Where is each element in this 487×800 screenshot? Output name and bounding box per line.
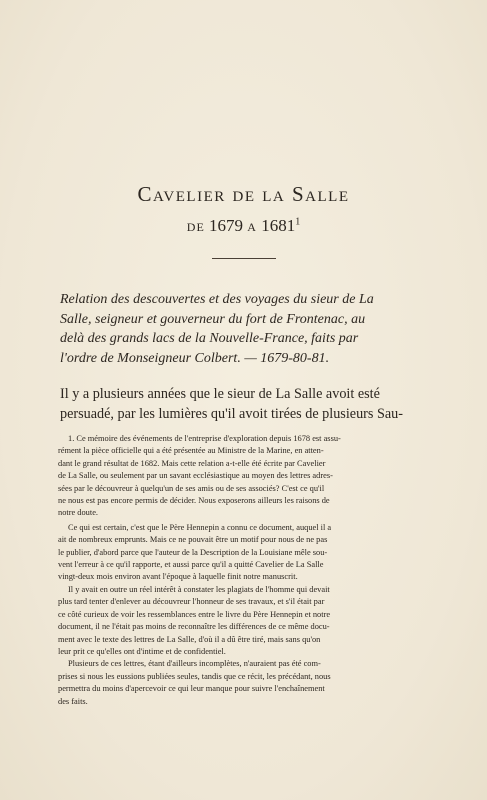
subtitle-prefix: de [186,216,205,235]
footnote-line: 1. Ce mémoire des événements de l'entreprise d'exploration depuis 1678 est assu- [68,434,341,443]
relation-line: Salle, seigneur et gouverneur du fort de Frontenac, au [60,311,366,327]
footnote-paragraph [58,584,432,658]
footnote-line: ne nous est pas encore permis de décider. Nous exposerons ailleurs les raisons de [58,496,330,506]
footnote-line: vingt-deux mois environ avant l'époque à laquelle finit notre manuscrit. [58,572,298,582]
footnotes [58,433,432,708]
footnote-line: ment avec le texte des lettres de La Salle, d'où il a dû être tiré, mais sans qu'on [58,634,321,644]
footnote-paragraph [58,433,432,520]
chapter-title: Cavelier de la Salle [137,182,350,206]
subtitle-mid: a [247,216,257,235]
body-paragraph [60,384,432,424]
footnote-line: Plusieurs de ces lettres, étant d'ailleurs incomplètes, n'auraient pas été com- [68,659,321,669]
footnote-line: dant le grand résultat de 1682. Mais cette relation a-t-elle été écrite par Cavelier [58,458,326,468]
footnote-line: vent l'erreur à ce qu'il rapporte, et aussi parce qu'il a quitté Cavelier de La Salle [58,560,324,570]
footnote-line: permettra du moins d'apercevoir ce qui leur manque pour suivre l'enchaînement [58,684,325,694]
footnote-line: de La Salle, ou seulement par un savant ecclésiastique au moyen des lettres adres- [58,471,333,481]
footnote-reference: 1 [295,216,301,228]
footnote-line: sées par le découvreur à quelqu'un de ses amis ou de ses associés? C'est ce qu'il [58,483,325,493]
footnote-line: leur prit ce qu'elles ont d'intime et de confidentiel. [58,646,226,656]
footnote-line: des faits. [58,696,88,706]
subtitle-year-start: 1679 [209,216,244,235]
footnote-line: notre doute. [58,508,99,518]
body-line: Il y a plusieurs années que le sieur de La Salle avoit esté [60,386,380,402]
relation-heading [60,290,432,368]
subtitle-year-end: 1681 [261,216,296,235]
title-divider [212,258,276,259]
footnote-line: le publier, d'abord parce que l'auteur de la Description de la Louisiane mêle sou- [58,547,328,557]
chapter-subtitle [0,216,487,236]
footnote-paragraph [58,658,432,708]
footnote-line: Ce qui est certain, c'est que le Père Hennepin a connu ce document, auquel il a [68,522,332,532]
relation-line: Relation des descouvertes et des voyages du sieur de La [60,292,374,307]
footnote-paragraph [58,522,432,584]
footnote-line: rément la pièce officielle qui a été présentée au Ministre de la Marine, en atten- [58,446,324,456]
relation-line: delà des grands lacs de la Nouvelle-France, faits par [60,331,359,346]
footnote-line: Il y avait en outre un réel intérêt à constater les plagiats de l'homme qui devait [68,584,330,594]
body-line: persuadé, par les lumières qu'il avoit tirées de plusieurs Sau- [60,406,403,422]
footnote-line: document, il ne l'était pas moins de reconnaître les différences de ce même docu- [58,622,330,632]
footnote-line: ce côté curieux de voir les ressemblances entre le livre du Père Hennepin et notre [58,609,331,619]
relation-line: l'ordre de Monseigneur Colbert. — 1679-80-81. [60,350,330,366]
footnote-line: plus tard tenter d'enlever au découvreur l'honneur de ses travaux, et s'il était par [58,597,325,607]
footnote-line: prises si nous les eussions publiées seules, tandis que ce récit, les précédant, nous [58,671,331,681]
footnote-line: ait de nombreux emprunts. Mais ce ne pouvait être un motif pour nous de ne pas [58,535,328,545]
